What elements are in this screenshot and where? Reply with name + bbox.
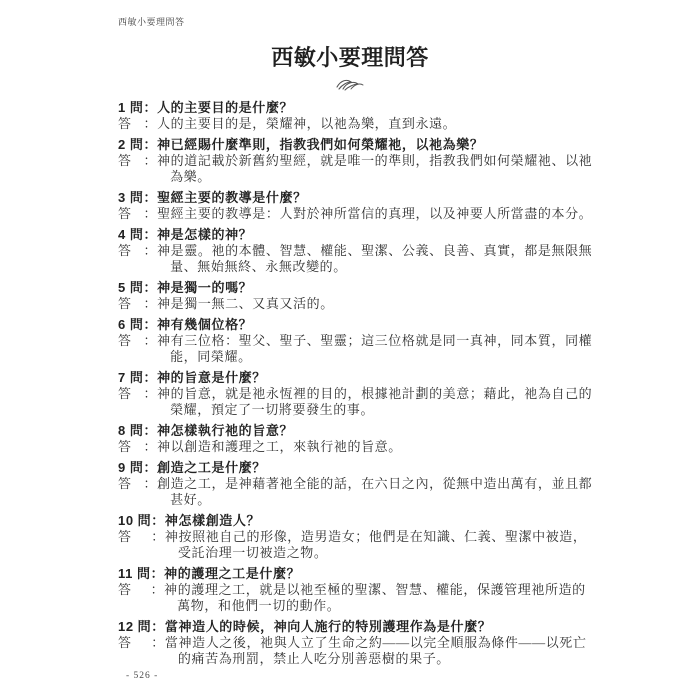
question-number: 11: [118, 566, 133, 581]
answer-label: 答: [118, 582, 132, 597]
question-colon: ：: [143, 137, 158, 152]
qa-item: [118, 619, 598, 667]
question-label: [118, 460, 143, 476]
answer-label: 答: [118, 635, 132, 650]
question-label: [118, 619, 151, 635]
answer-text: 神的護理之工，就是以祂至極的聖潔、智慧、權能，保護管理祂所造的萬物，和他們一切的動作。: [164, 582, 586, 613]
question-number: 10: [118, 513, 134, 528]
answer-text: 神有三位格：聖父、聖子、聖靈；這三位格就是同一真神，同本質，同權能，同榮耀。: [157, 333, 593, 364]
qa-item: [118, 566, 598, 614]
question-label: [118, 317, 143, 333]
answer-text: 神是靈。祂的本體、智慧、權能、聖潔、公義、良善、真實，都是無限無量、無始無終、永無改變的。: [157, 243, 593, 274]
question-text: 創造之工是什麼？: [157, 460, 266, 475]
question-colon: ：: [143, 227, 158, 242]
question-colon: ：: [151, 513, 165, 528]
qa-item: [118, 460, 598, 508]
question-word: 問: [137, 513, 152, 528]
question-number: 9: [118, 460, 126, 475]
answer-colon: ：: [151, 529, 165, 544]
question-colon: ：: [143, 317, 158, 332]
question-word: 問: [129, 317, 144, 332]
question-label: [118, 190, 143, 206]
answer-colon: ：: [143, 296, 158, 311]
question-number: 5: [118, 280, 126, 295]
question-word: 問: [136, 566, 151, 581]
qa-item: [118, 317, 598, 365]
question-colon: ：: [143, 100, 158, 115]
question-number: 8: [118, 423, 126, 438]
answer-text: 當神造人之後，祂與人立了生命之約——以完全順服為條件——以死亡的痛苦為刑罰，禁止人吃分別善惡樹的果子。: [164, 635, 587, 666]
question-number: 4: [118, 227, 126, 242]
answer-text: 神以創造和護理之工，來執行祂的旨意。: [157, 439, 402, 454]
answer-label: 答: [118, 116, 132, 131]
answer-colon: ：: [143, 243, 158, 258]
qa-item: [118, 370, 598, 418]
question-colon: ：: [143, 423, 158, 438]
answer-text: 神是獨一無二、又真又活的。: [157, 296, 334, 311]
answer-text: 人的主要目的是，榮耀神，以祂為樂，直到永遠。: [157, 116, 457, 131]
question-label: [118, 423, 143, 439]
question-label: [118, 227, 143, 243]
qa-item: [118, 513, 598, 561]
answer-colon: ：: [143, 153, 158, 168]
qa-item: [118, 423, 598, 455]
running-head: 西敏小要理問答: [118, 17, 185, 27]
question-word: 問: [137, 619, 152, 634]
question-label: [118, 370, 143, 386]
question-number: 7: [118, 370, 126, 385]
answer-colon: ：: [143, 333, 158, 348]
question-text: 神怎樣創造人？: [164, 513, 261, 528]
answer-label: 答: [118, 439, 132, 454]
answer-label: 答: [118, 476, 132, 491]
answer-label: 答: [118, 296, 132, 311]
question-colon: ：: [143, 460, 158, 475]
question-label: [118, 566, 151, 582]
answer-text: 神的道記載於新舊約聖經，就是唯一的準則，指教我們如何榮耀祂、以祂為樂。: [157, 153, 593, 184]
question-text: 神是獨一的嗎？: [157, 280, 253, 295]
answer-text: 創造之工，是神藉著祂全能的話，在六日之內，從無中造出萬有，並且都甚好。: [157, 476, 593, 507]
answer-label: 答: [118, 529, 132, 544]
answer-label: 答: [118, 153, 132, 168]
answer-label: 答: [118, 206, 132, 221]
answer-colon: ：: [143, 386, 158, 401]
answer-text: 神按照祂自己的形像，造男造女；他們是在知識、仁義、聖潔中被造，受託治理一切被造之物。: [164, 529, 587, 560]
qa-item: [118, 280, 598, 312]
page-title: 西敏小要理問答: [271, 45, 429, 70]
question-number: 2: [118, 137, 126, 152]
question-number: 6: [118, 317, 126, 332]
fleuron-ornament-icon: [0, 77, 700, 91]
question-text: 人的主要目的是什麼？: [157, 100, 294, 115]
question-text: 神的護理之工是什麼？: [164, 566, 301, 581]
question-word: 問: [129, 227, 144, 242]
question-label: [118, 100, 143, 116]
answer-colon: ：: [150, 582, 165, 597]
answer-colon: ：: [143, 439, 158, 454]
question-number: 3: [118, 190, 126, 205]
answer-text: 聖經主要的教導是：人對於神所當信的真理，以及神要人所當盡的本分。: [157, 206, 593, 221]
question-word: 問: [129, 100, 144, 115]
question-text: 神怎樣執行祂的旨意？: [157, 423, 294, 438]
answer-label: 答: [118, 333, 132, 348]
page-number: - 526 -: [126, 671, 159, 681]
question-word: 問: [129, 190, 144, 205]
answer-text: 神的旨意，就是祂永恆裡的目的，根據祂計劃的美意；藉此，祂為自己的榮耀，預定了一切將要發生的事。: [157, 386, 593, 417]
question-number: 12: [118, 619, 134, 634]
question-word: 問: [129, 423, 144, 438]
question-colon: ：: [143, 370, 158, 385]
question-word: 問: [129, 370, 144, 385]
question-text: 神是怎樣的神？: [157, 227, 253, 242]
catechism-list: [118, 100, 598, 672]
question-label: [118, 280, 143, 296]
question-word: 問: [129, 280, 144, 295]
question-number: 1: [118, 100, 126, 115]
qa-item: [118, 190, 598, 222]
question-label: [118, 137, 143, 153]
question-word: 問: [129, 460, 144, 475]
question-text: 當神造人的時候，神向人施行的特別護理作為是什麼？: [164, 619, 492, 634]
answer-colon: ：: [143, 206, 158, 221]
answer-label: 答: [118, 386, 132, 401]
question-colon: ：: [143, 280, 158, 295]
question-colon: ：: [150, 566, 165, 581]
qa-item: [118, 227, 598, 275]
answer-colon: ：: [143, 116, 158, 131]
qa-item: [118, 100, 598, 132]
question-colon: ：: [143, 190, 158, 205]
answer-label: 答: [118, 243, 132, 258]
question-text: 神的旨意是什麼？: [157, 370, 266, 385]
question-word: 問: [129, 137, 144, 152]
qa-item: [118, 137, 598, 185]
question-label: [118, 513, 151, 529]
answer-colon: ：: [151, 635, 165, 650]
question-text: 神已經賜什麼準則，指教我們如何榮耀祂，以祂為樂？: [157, 137, 484, 152]
question-text: 聖經主要的教導是什麼？: [157, 190, 307, 205]
question-colon: ：: [151, 619, 165, 634]
answer-colon: ：: [143, 476, 158, 491]
question-text: 神有幾個位格？: [157, 317, 253, 332]
